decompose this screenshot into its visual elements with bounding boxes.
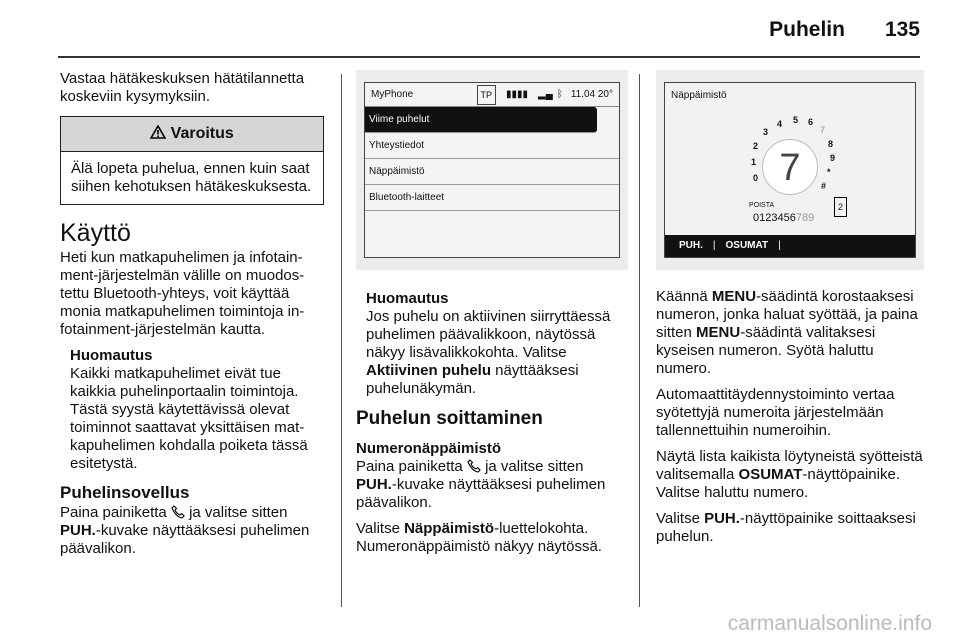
signal-icon: ▂▄ — [538, 88, 553, 100]
page-header — [769, 18, 920, 42]
key-1[interactable]: 1 — [751, 157, 757, 167]
subsection-title-keypad: Numeronäppäimistö — [356, 440, 502, 457]
warning-header — [61, 117, 323, 152]
page-number: 135 — [884, 18, 920, 41]
watermark: carmanualsonline.info — [727, 612, 932, 635]
key-hash[interactable]: # — [821, 181, 827, 191]
menu-item-bluetooth-devices[interactable]: Bluetooth-laitteet — [365, 185, 619, 211]
column-2 — [356, 70, 628, 564]
menu-item-contacts[interactable]: Yhteystiedot — [365, 133, 619, 159]
key-4[interactable]: 4 — [777, 119, 783, 129]
selected-digit-dial: 7 — [762, 139, 818, 195]
note-box-2 — [356, 290, 628, 398]
keypad-bottombar — [665, 235, 915, 257]
keypad-screenshot — [656, 70, 924, 270]
key-2[interactable]: 2 — [753, 141, 759, 151]
col3-paragraph-4: Valitse PUH.-näyttöpainike soittaaksesi puhelun. — [656, 510, 916, 545]
key-3[interactable]: 3 — [763, 127, 769, 137]
usage-paragraph: Heti kun matkapuhelimen ja infotainment-järjestelmän välille on muodostettu Bluetooth-yhteys, voit käyttää monia matkapuhelimen toimintoja infotainment-järjestelmän kautta. — [60, 249, 305, 338]
matches-count-badge: 2 — [834, 197, 847, 217]
warning-title: Varoitus — [170, 125, 234, 142]
warning-text: Älä lopeta puhelua, ennen kuin saat siihen kehotuksen hätäkeskuksesta. — [71, 160, 312, 195]
key-9[interactable]: 9 — [830, 153, 836, 163]
header-title: Puhelin — [769, 18, 845, 41]
section-title-kaytto: Käyttö — [60, 219, 131, 247]
screen-title: MyPhone — [371, 88, 414, 100]
keypad-paragraph-2: Valitse Näppäimistö-luettelokohta. Numeronäppäimistö näkyy näytössä. — [356, 520, 602, 555]
key-7[interactable]: 7 — [820, 125, 826, 135]
note-text: Kaikki matkapuhelimet eivät tue kaikkia puhelinportaalin toimintoja. Tästä syystä käytettävissä olevat toiminnot saattavat yksittäisen matkapuhelimen kohdalla poiketa tässä esitetystä. — [70, 365, 308, 472]
note-box-1 — [60, 347, 328, 473]
clock-temp: 11.04 20° — [570, 88, 613, 100]
warning-box — [60, 116, 324, 205]
menu-item-recent-calls[interactable]: Viime puhelut — [365, 107, 597, 133]
screen-topbar — [365, 83, 619, 107]
key-star[interactable]: * — [827, 167, 831, 177]
note-title: Huomautus — [70, 347, 153, 364]
subsection-title-phone-app: Puhelinsovellus — [60, 483, 190, 502]
key-0[interactable]: 0 — [753, 173, 759, 183]
note-title-2: Huomautus — [366, 290, 449, 307]
phone-menu-screenshot — [356, 70, 628, 270]
key-5[interactable]: 5 — [793, 115, 799, 125]
col3-paragraph-3: Näytä lista kaikista löytyneistä syötteistä valitsemalla OSUMAT-näyttöpainike. Valitse haluttu numero. — [656, 448, 923, 501]
key-6[interactable]: 6 — [808, 117, 814, 127]
col3-paragraph-2: Automaattitäydennystoiminto vertaa syötettyjä numeroita järjestelmään tallennettuihin numeroihin. — [656, 386, 895, 439]
phone-icon — [171, 505, 185, 519]
call-button[interactable]: PUH. — [679, 240, 703, 251]
phone-icon — [467, 459, 481, 473]
col3-paragraph-1: Käännä MENU-säädintä korostaaksesi numeron, jonka haluat syöttää, ja paina sitten MENU-säädintä valitaksesi kyseisen numeron. Syötä haluttu numero. — [656, 288, 918, 377]
header-rule — [58, 56, 920, 58]
matches-button[interactable]: OSUMAT — [725, 240, 769, 251]
keypad-paragraph-1: Paina painiketta ja valitse sitten PUH.-kuvake näyttääksesi puhelimen päävalikon. — [356, 458, 606, 511]
column-3 — [656, 70, 924, 554]
section-title-make-call: Puhelun soittaminen — [356, 408, 543, 429]
column-divider-2 — [639, 74, 640, 607]
delete-button[interactable]: POISTA — [749, 202, 775, 209]
phone-menu-screen — [364, 82, 620, 258]
bluetooth-icon: ᛒ — [556, 88, 563, 100]
separator: | — [712, 240, 716, 251]
key-8[interactable]: 8 — [828, 139, 834, 149]
keypad-screen-title: Näppäimistö — [671, 90, 727, 101]
entered-number: 0123456789 — [753, 212, 815, 224]
phone-app-paragraph: Paina painiketta ja valitse sitten PUH.-kuvake näyttääksesi puhelimen päävalikon. — [60, 504, 310, 557]
keypad-screen — [664, 82, 916, 258]
note-text-2: Jos puhelu on aktiivinen siirryttäessä puhelimen päävalikkoon, näytössä näkyy lisävalikkokohta. Valitse Aktiivinen puhelu näyttääksesi puhelunäkymän. — [366, 308, 611, 397]
tp-badge: TP — [477, 85, 497, 105]
menu-item-keypad[interactable]: Näppäimistö — [365, 159, 619, 185]
separator: | — [778, 240, 781, 251]
column-1 — [60, 70, 328, 566]
warning-triangle-icon — [150, 125, 166, 139]
battery-icon: ▮▮▮▮ — [506, 88, 529, 100]
column-divider-1 — [341, 74, 342, 607]
intro-paragraph: Vastaa hätäkeskuksen hätätilannetta koskeviin kysymyksiin. — [60, 70, 305, 105]
